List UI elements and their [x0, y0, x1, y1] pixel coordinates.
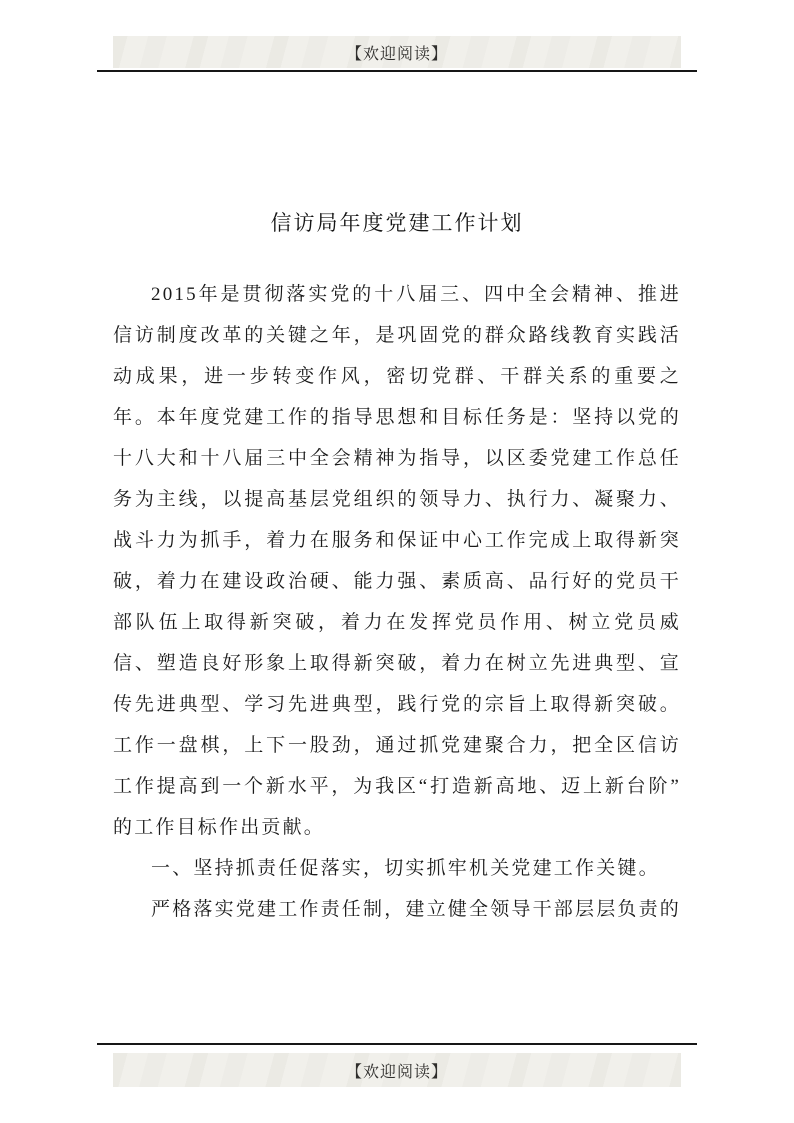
header-banner-label: 【欢迎阅读】	[345, 45, 448, 63]
header-banner	[113, 36, 681, 68]
document-title: 信访局年度党建工作计划	[270, 211, 524, 235]
document-body	[113, 274, 681, 930]
header-rule	[97, 70, 697, 72]
body-paragraph: 2015年是贯彻落实党的十八届三、四中全会精神、推进信访制度改革的关键之年，是巩固党的群众路线教育实践活动成果，进一步转变作风，密切党群、干群关系的重要之年。本年度党建工作的指导思想和目标任务是：坚持以党的十八大和十八届三中全会精神为指导，以区委党建工作总任务为主线，以提高基层党组织的领导力、执行力、凝聚力、战斗力为抓手，着力在服务和保证中心工作完成上取得新突破，着力在建设政治硬、能力强、素质高、品行好的党员干部队伍上取得新突破，着力在发挥党员作用、树立党员威信、塑造良好形象上取得新突破，着力在树立先进典型、宣传先进典型、学习先进典型，践行党的宗旨上取得新突破。工作一盘棋，上下一股劲，通过抓党建聚合力，把全区信访工作提高到一个新水平，为我区“打造新高地、迈上新台阶”的工作目标作出贡献。	[113, 284, 681, 838]
footer-banner-label: 【欢迎阅读】	[345, 1063, 448, 1081]
body-paragraph: 严格落实党建工作责任制，建立健全领导干部层层负责的	[151, 899, 682, 920]
footer-banner	[113, 1053, 681, 1087]
body-paragraph: 一、坚持抓责任促落实，切实抓牢机关党建工作关键。	[151, 858, 660, 879]
footer-rule	[97, 1043, 697, 1045]
